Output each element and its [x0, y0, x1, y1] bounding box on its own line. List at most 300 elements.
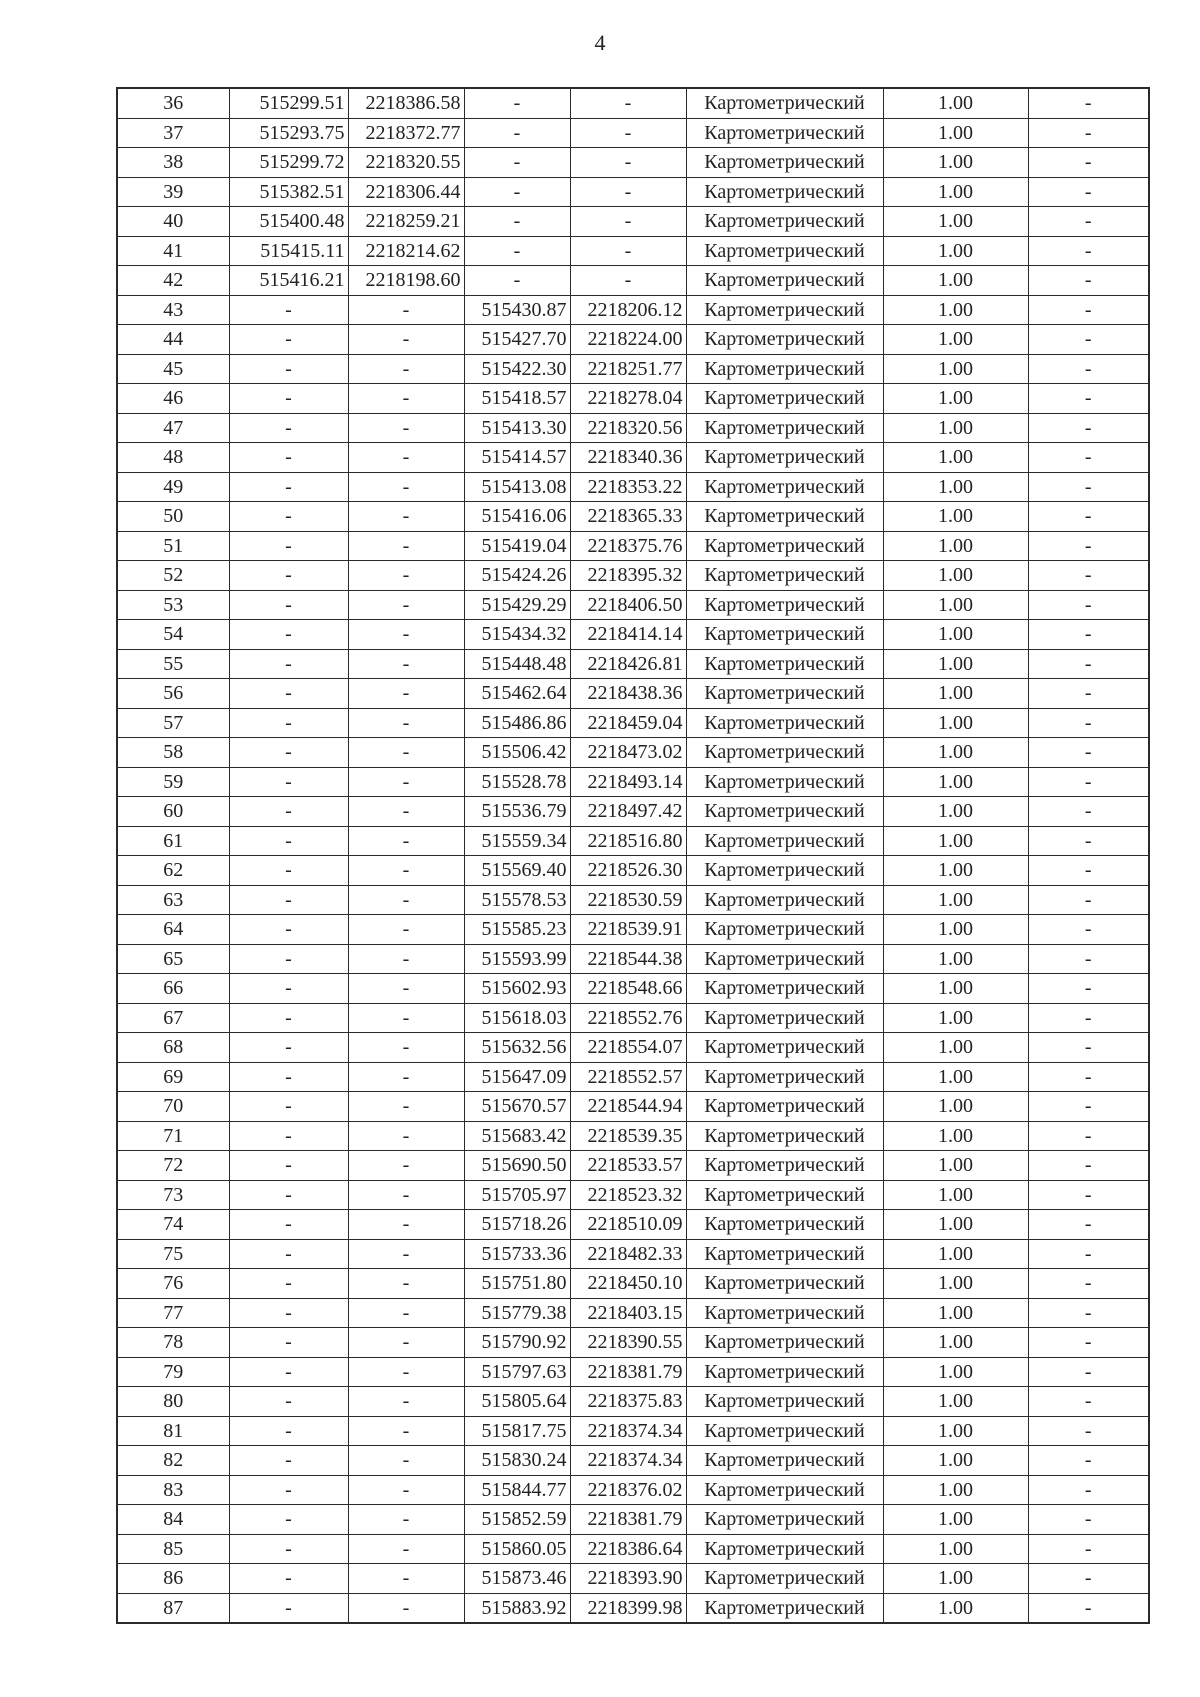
- table-row: [117, 207, 1149, 237]
- table-row: [117, 826, 1149, 856]
- new-x-cell: 515448.48: [464, 649, 570, 679]
- note-cell: -: [1028, 1269, 1149, 1299]
- accuracy-cell: 1.00: [883, 826, 1028, 856]
- method-cell: Картометрический: [686, 354, 883, 384]
- new-x-cell: 515883.92: [464, 1593, 570, 1623]
- existing-y-cell: -: [348, 1446, 464, 1476]
- new-y-cell: 2218224.00: [570, 325, 686, 355]
- new-y-cell: 2218375.76: [570, 531, 686, 561]
- existing-x-cell: -: [229, 472, 348, 502]
- method-cell: Картометрический: [686, 590, 883, 620]
- method-cell: Картометрический: [686, 826, 883, 856]
- point-number-cell: 61: [117, 826, 229, 856]
- existing-x-cell: -: [229, 1416, 348, 1446]
- new-x-cell: 515528.78: [464, 767, 570, 797]
- note-cell: -: [1028, 236, 1149, 266]
- method-cell: Картометрический: [686, 679, 883, 709]
- table-row: [117, 1534, 1149, 1564]
- existing-x-cell: -: [229, 1446, 348, 1476]
- existing-y-cell: -: [348, 384, 464, 414]
- new-x-cell: 515427.70: [464, 325, 570, 355]
- table-row: [117, 1328, 1149, 1358]
- accuracy-cell: 1.00: [883, 413, 1028, 443]
- new-y-cell: 2218552.57: [570, 1062, 686, 1092]
- new-x-cell: 515632.56: [464, 1033, 570, 1063]
- accuracy-cell: 1.00: [883, 236, 1028, 266]
- note-cell: -: [1028, 679, 1149, 709]
- existing-x-cell: -: [229, 885, 348, 915]
- point-number-cell: 38: [117, 148, 229, 178]
- new-y-cell: -: [570, 266, 686, 296]
- note-cell: -: [1028, 1092, 1149, 1122]
- existing-y-cell: -: [348, 1151, 464, 1181]
- accuracy-cell: 1.00: [883, 856, 1028, 886]
- note-cell: -: [1028, 1505, 1149, 1535]
- table-row: [117, 561, 1149, 591]
- existing-x-cell: -: [229, 708, 348, 738]
- table-row: [117, 502, 1149, 532]
- table-row: [117, 1092, 1149, 1122]
- new-y-cell: 2218552.76: [570, 1003, 686, 1033]
- new-y-cell: 2218320.56: [570, 413, 686, 443]
- method-cell: Картометрический: [686, 1033, 883, 1063]
- existing-x-cell: -: [229, 1033, 348, 1063]
- point-number-cell: 78: [117, 1328, 229, 1358]
- table-row: [117, 1239, 1149, 1269]
- note-cell: -: [1028, 443, 1149, 473]
- new-x-cell: 515585.23: [464, 915, 570, 945]
- table-row: [117, 856, 1149, 886]
- new-y-cell: 2218340.36: [570, 443, 686, 473]
- new-y-cell: 2218381.79: [570, 1505, 686, 1535]
- existing-y-cell: -: [348, 974, 464, 1004]
- note-cell: -: [1028, 531, 1149, 561]
- method-cell: Картометрический: [686, 856, 883, 886]
- point-number-cell: 47: [117, 413, 229, 443]
- point-number-cell: 72: [117, 1151, 229, 1181]
- note-cell: -: [1028, 708, 1149, 738]
- existing-y-cell: 2218386.58: [348, 88, 464, 118]
- existing-y-cell: -: [348, 502, 464, 532]
- existing-x-cell: -: [229, 915, 348, 945]
- new-y-cell: 2218539.91: [570, 915, 686, 945]
- new-x-cell: 515429.29: [464, 590, 570, 620]
- table-row: [117, 974, 1149, 1004]
- method-cell: Картометрический: [686, 1180, 883, 1210]
- existing-x-cell: -: [229, 1534, 348, 1564]
- existing-y-cell: -: [348, 1593, 464, 1623]
- new-x-cell: 515536.79: [464, 797, 570, 827]
- method-cell: Картометрический: [686, 472, 883, 502]
- point-number-cell: 75: [117, 1239, 229, 1269]
- method-cell: Картометрический: [686, 1564, 883, 1594]
- existing-x-cell: -: [229, 856, 348, 886]
- new-x-cell: 515569.40: [464, 856, 570, 886]
- point-number-cell: 80: [117, 1387, 229, 1417]
- table-row: [117, 1003, 1149, 1033]
- new-y-cell: 2218376.02: [570, 1475, 686, 1505]
- method-cell: Картометрический: [686, 266, 883, 296]
- new-y-cell: 2218523.32: [570, 1180, 686, 1210]
- existing-y-cell: -: [348, 354, 464, 384]
- existing-x-cell: -: [229, 354, 348, 384]
- note-cell: -: [1028, 354, 1149, 384]
- point-number-cell: 74: [117, 1210, 229, 1240]
- method-cell: Картометрический: [686, 295, 883, 325]
- method-cell: Картометрический: [686, 177, 883, 207]
- existing-x-cell: 515416.21: [229, 266, 348, 296]
- new-y-cell: 2218554.07: [570, 1033, 686, 1063]
- existing-x-cell: -: [229, 1151, 348, 1181]
- point-number-cell: 69: [117, 1062, 229, 1092]
- method-cell: Картометрический: [686, 1092, 883, 1122]
- new-x-cell: 515873.46: [464, 1564, 570, 1594]
- existing-x-cell: -: [229, 531, 348, 561]
- accuracy-cell: 1.00: [883, 1033, 1028, 1063]
- new-x-cell: 515751.80: [464, 1269, 570, 1299]
- accuracy-cell: 1.00: [883, 325, 1028, 355]
- new-y-cell: 2218539.35: [570, 1121, 686, 1151]
- table-row: [117, 1564, 1149, 1594]
- existing-y-cell: -: [348, 1534, 464, 1564]
- new-y-cell: 2218390.55: [570, 1328, 686, 1358]
- existing-x-cell: 515382.51: [229, 177, 348, 207]
- new-x-cell: 515860.05: [464, 1534, 570, 1564]
- table-row: [117, 649, 1149, 679]
- existing-y-cell: -: [348, 620, 464, 650]
- accuracy-cell: 1.00: [883, 1298, 1028, 1328]
- new-x-cell: -: [464, 236, 570, 266]
- accuracy-cell: 1.00: [883, 915, 1028, 945]
- existing-y-cell: 2218198.60: [348, 266, 464, 296]
- existing-x-cell: -: [229, 1328, 348, 1358]
- existing-y-cell: -: [348, 1357, 464, 1387]
- new-y-cell: 2218530.59: [570, 885, 686, 915]
- note-cell: -: [1028, 88, 1149, 118]
- note-cell: -: [1028, 1151, 1149, 1181]
- existing-x-cell: 515299.72: [229, 148, 348, 178]
- accuracy-cell: 1.00: [883, 1121, 1028, 1151]
- point-number-cell: 52: [117, 561, 229, 591]
- existing-y-cell: -: [348, 1062, 464, 1092]
- point-number-cell: 51: [117, 531, 229, 561]
- method-cell: Картометрический: [686, 88, 883, 118]
- point-number-cell: 68: [117, 1033, 229, 1063]
- note-cell: -: [1028, 974, 1149, 1004]
- existing-y-cell: 2218214.62: [348, 236, 464, 266]
- new-x-cell: 515805.64: [464, 1387, 570, 1417]
- new-y-cell: -: [570, 177, 686, 207]
- accuracy-cell: 1.00: [883, 1357, 1028, 1387]
- note-cell: -: [1028, 266, 1149, 296]
- existing-y-cell: -: [348, 856, 464, 886]
- method-cell: Картометрический: [686, 1210, 883, 1240]
- new-x-cell: 515779.38: [464, 1298, 570, 1328]
- accuracy-cell: 1.00: [883, 1387, 1028, 1417]
- existing-x-cell: 515400.48: [229, 207, 348, 237]
- method-cell: Картометрический: [686, 738, 883, 768]
- new-x-cell: 515422.30: [464, 354, 570, 384]
- table-row: [117, 413, 1149, 443]
- table-row: [117, 266, 1149, 296]
- accuracy-cell: 1.00: [883, 1269, 1028, 1299]
- existing-y-cell: -: [348, 1003, 464, 1033]
- point-number-cell: 54: [117, 620, 229, 650]
- accuracy-cell: 1.00: [883, 1003, 1028, 1033]
- point-number-cell: 56: [117, 679, 229, 709]
- existing-y-cell: -: [348, 531, 464, 561]
- method-cell: Картометрический: [686, 944, 883, 974]
- new-y-cell: 2218386.64: [570, 1534, 686, 1564]
- new-y-cell: 2218438.36: [570, 679, 686, 709]
- new-y-cell: 2218426.81: [570, 649, 686, 679]
- point-number-cell: 50: [117, 502, 229, 532]
- new-x-cell: -: [464, 88, 570, 118]
- new-y-cell: 2218406.50: [570, 590, 686, 620]
- existing-y-cell: -: [348, 413, 464, 443]
- new-y-cell: 2218516.80: [570, 826, 686, 856]
- method-cell: Картометрический: [686, 1062, 883, 1092]
- point-number-cell: 86: [117, 1564, 229, 1594]
- method-cell: Картометрический: [686, 1475, 883, 1505]
- note-cell: -: [1028, 1446, 1149, 1476]
- new-y-cell: 2218459.04: [570, 708, 686, 738]
- existing-y-cell: -: [348, 1033, 464, 1063]
- note-cell: -: [1028, 384, 1149, 414]
- new-x-cell: 515718.26: [464, 1210, 570, 1240]
- note-cell: -: [1028, 915, 1149, 945]
- new-x-cell: 515462.64: [464, 679, 570, 709]
- new-x-cell: 515506.42: [464, 738, 570, 768]
- method-cell: Картометрический: [686, 649, 883, 679]
- existing-x-cell: -: [229, 1505, 348, 1535]
- new-x-cell: 515690.50: [464, 1151, 570, 1181]
- accuracy-cell: 1.00: [883, 443, 1028, 473]
- note-cell: -: [1028, 1593, 1149, 1623]
- note-cell: -: [1028, 1534, 1149, 1564]
- method-cell: Картометрический: [686, 1003, 883, 1033]
- method-cell: Картометрический: [686, 443, 883, 473]
- accuracy-cell: 1.00: [883, 590, 1028, 620]
- table-row: [117, 1475, 1149, 1505]
- note-cell: -: [1028, 826, 1149, 856]
- point-number-cell: 62: [117, 856, 229, 886]
- accuracy-cell: 1.00: [883, 531, 1028, 561]
- note-cell: -: [1028, 1239, 1149, 1269]
- new-y-cell: 2218399.98: [570, 1593, 686, 1623]
- page-number: 4: [594, 30, 606, 55]
- new-y-cell: 2218548.66: [570, 974, 686, 1004]
- method-cell: Картометрический: [686, 1505, 883, 1535]
- point-number-cell: 60: [117, 797, 229, 827]
- existing-y-cell: -: [348, 561, 464, 591]
- point-number-cell: 63: [117, 885, 229, 915]
- accuracy-cell: 1.00: [883, 620, 1028, 650]
- existing-y-cell: -: [348, 1121, 464, 1151]
- new-x-cell: -: [464, 207, 570, 237]
- accuracy-cell: 1.00: [883, 797, 1028, 827]
- method-cell: Картометрический: [686, 1121, 883, 1151]
- note-cell: -: [1028, 856, 1149, 886]
- table-row: [117, 177, 1149, 207]
- table-row: [117, 738, 1149, 768]
- existing-x-cell: -: [229, 325, 348, 355]
- accuracy-cell: 1.00: [883, 1593, 1028, 1623]
- accuracy-cell: 1.00: [883, 679, 1028, 709]
- existing-x-cell: -: [229, 590, 348, 620]
- new-y-cell: 2218251.77: [570, 354, 686, 384]
- existing-y-cell: -: [348, 472, 464, 502]
- new-x-cell: 515817.75: [464, 1416, 570, 1446]
- note-cell: -: [1028, 1210, 1149, 1240]
- table-row: [117, 354, 1149, 384]
- method-cell: Картометрический: [686, 531, 883, 561]
- new-x-cell: 515418.57: [464, 384, 570, 414]
- new-x-cell: 515618.03: [464, 1003, 570, 1033]
- point-number-cell: 40: [117, 207, 229, 237]
- existing-x-cell: -: [229, 944, 348, 974]
- accuracy-cell: 1.00: [883, 502, 1028, 532]
- note-cell: -: [1028, 797, 1149, 827]
- existing-y-cell: -: [348, 1328, 464, 1358]
- method-cell: Картометрический: [686, 325, 883, 355]
- existing-x-cell: -: [229, 1121, 348, 1151]
- existing-y-cell: -: [348, 1416, 464, 1446]
- existing-y-cell: -: [348, 1239, 464, 1269]
- note-cell: -: [1028, 1328, 1149, 1358]
- existing-y-cell: 2218306.44: [348, 177, 464, 207]
- accuracy-cell: 1.00: [883, 266, 1028, 296]
- table-row: [117, 443, 1149, 473]
- point-number-cell: 45: [117, 354, 229, 384]
- point-number-cell: 44: [117, 325, 229, 355]
- note-cell: -: [1028, 1180, 1149, 1210]
- method-cell: Картометрический: [686, 1357, 883, 1387]
- new-x-cell: -: [464, 118, 570, 148]
- note-cell: -: [1028, 325, 1149, 355]
- new-y-cell: 2218381.79: [570, 1357, 686, 1387]
- existing-x-cell: -: [229, 679, 348, 709]
- new-x-cell: 515413.08: [464, 472, 570, 502]
- accuracy-cell: 1.00: [883, 974, 1028, 1004]
- existing-x-cell: -: [229, 767, 348, 797]
- accuracy-cell: 1.00: [883, 561, 1028, 591]
- table-row: [117, 767, 1149, 797]
- point-number-cell: 76: [117, 1269, 229, 1299]
- note-cell: -: [1028, 177, 1149, 207]
- new-x-cell: 515683.42: [464, 1121, 570, 1151]
- existing-y-cell: -: [348, 295, 464, 325]
- accuracy-cell: 1.00: [883, 767, 1028, 797]
- existing-y-cell: 2218372.77: [348, 118, 464, 148]
- note-cell: -: [1028, 1564, 1149, 1594]
- note-cell: -: [1028, 738, 1149, 768]
- new-y-cell: 2218510.09: [570, 1210, 686, 1240]
- existing-x-cell: -: [229, 620, 348, 650]
- point-number-cell: 84: [117, 1505, 229, 1535]
- new-y-cell: -: [570, 148, 686, 178]
- accuracy-cell: 1.00: [883, 1092, 1028, 1122]
- method-cell: Картометрический: [686, 502, 883, 532]
- table-row: [117, 325, 1149, 355]
- existing-x-cell: -: [229, 413, 348, 443]
- new-y-cell: 2218450.10: [570, 1269, 686, 1299]
- method-cell: Картометрический: [686, 1298, 883, 1328]
- note-cell: -: [1028, 1003, 1149, 1033]
- note-cell: -: [1028, 885, 1149, 915]
- existing-x-cell: -: [229, 826, 348, 856]
- new-x-cell: 515593.99: [464, 944, 570, 974]
- existing-y-cell: -: [348, 1387, 464, 1417]
- existing-x-cell: -: [229, 797, 348, 827]
- existing-y-cell: -: [348, 1564, 464, 1594]
- existing-y-cell: -: [348, 885, 464, 915]
- point-number-cell: 49: [117, 472, 229, 502]
- existing-y-cell: -: [348, 325, 464, 355]
- point-number-cell: 65: [117, 944, 229, 974]
- existing-x-cell: -: [229, 1387, 348, 1417]
- existing-x-cell: -: [229, 1357, 348, 1387]
- table-row: [117, 148, 1149, 178]
- table-row: [117, 1357, 1149, 1387]
- coordinates-table: [116, 87, 1150, 1624]
- table-row: [117, 620, 1149, 650]
- existing-x-cell: -: [229, 1564, 348, 1594]
- note-cell: -: [1028, 148, 1149, 178]
- existing-x-cell: -: [229, 502, 348, 532]
- accuracy-cell: 1.00: [883, 1062, 1028, 1092]
- existing-x-cell: -: [229, 384, 348, 414]
- existing-x-cell: -: [229, 1092, 348, 1122]
- existing-x-cell: -: [229, 1269, 348, 1299]
- accuracy-cell: 1.00: [883, 1475, 1028, 1505]
- note-cell: -: [1028, 1033, 1149, 1063]
- new-y-cell: 2218374.34: [570, 1416, 686, 1446]
- table-row: [117, 1416, 1149, 1446]
- table-row: [117, 118, 1149, 148]
- new-x-cell: 515424.26: [464, 561, 570, 591]
- point-number-cell: 48: [117, 443, 229, 473]
- point-number-cell: 66: [117, 974, 229, 1004]
- table-row: [117, 944, 1149, 974]
- accuracy-cell: 1.00: [883, 1328, 1028, 1358]
- accuracy-cell: 1.00: [883, 354, 1028, 384]
- new-y-cell: 2218414.14: [570, 620, 686, 650]
- existing-x-cell: -: [229, 1593, 348, 1623]
- existing-y-cell: -: [348, 915, 464, 945]
- point-number-cell: 55: [117, 649, 229, 679]
- new-y-cell: 2218374.34: [570, 1446, 686, 1476]
- existing-y-cell: -: [348, 1298, 464, 1328]
- existing-x-cell: 515415.11: [229, 236, 348, 266]
- table-row: [117, 531, 1149, 561]
- accuracy-cell: 1.00: [883, 1239, 1028, 1269]
- point-number-cell: 83: [117, 1475, 229, 1505]
- existing-x-cell: -: [229, 649, 348, 679]
- method-cell: Картометрический: [686, 1416, 883, 1446]
- accuracy-cell: 1.00: [883, 1446, 1028, 1476]
- existing-x-cell: -: [229, 443, 348, 473]
- table-row: [117, 1151, 1149, 1181]
- accuracy-cell: 1.00: [883, 472, 1028, 502]
- table-row: [117, 1180, 1149, 1210]
- existing-y-cell: -: [348, 708, 464, 738]
- accuracy-cell: 1.00: [883, 738, 1028, 768]
- existing-y-cell: -: [348, 679, 464, 709]
- new-x-cell: 515414.57: [464, 443, 570, 473]
- point-number-cell: 64: [117, 915, 229, 945]
- new-x-cell: -: [464, 266, 570, 296]
